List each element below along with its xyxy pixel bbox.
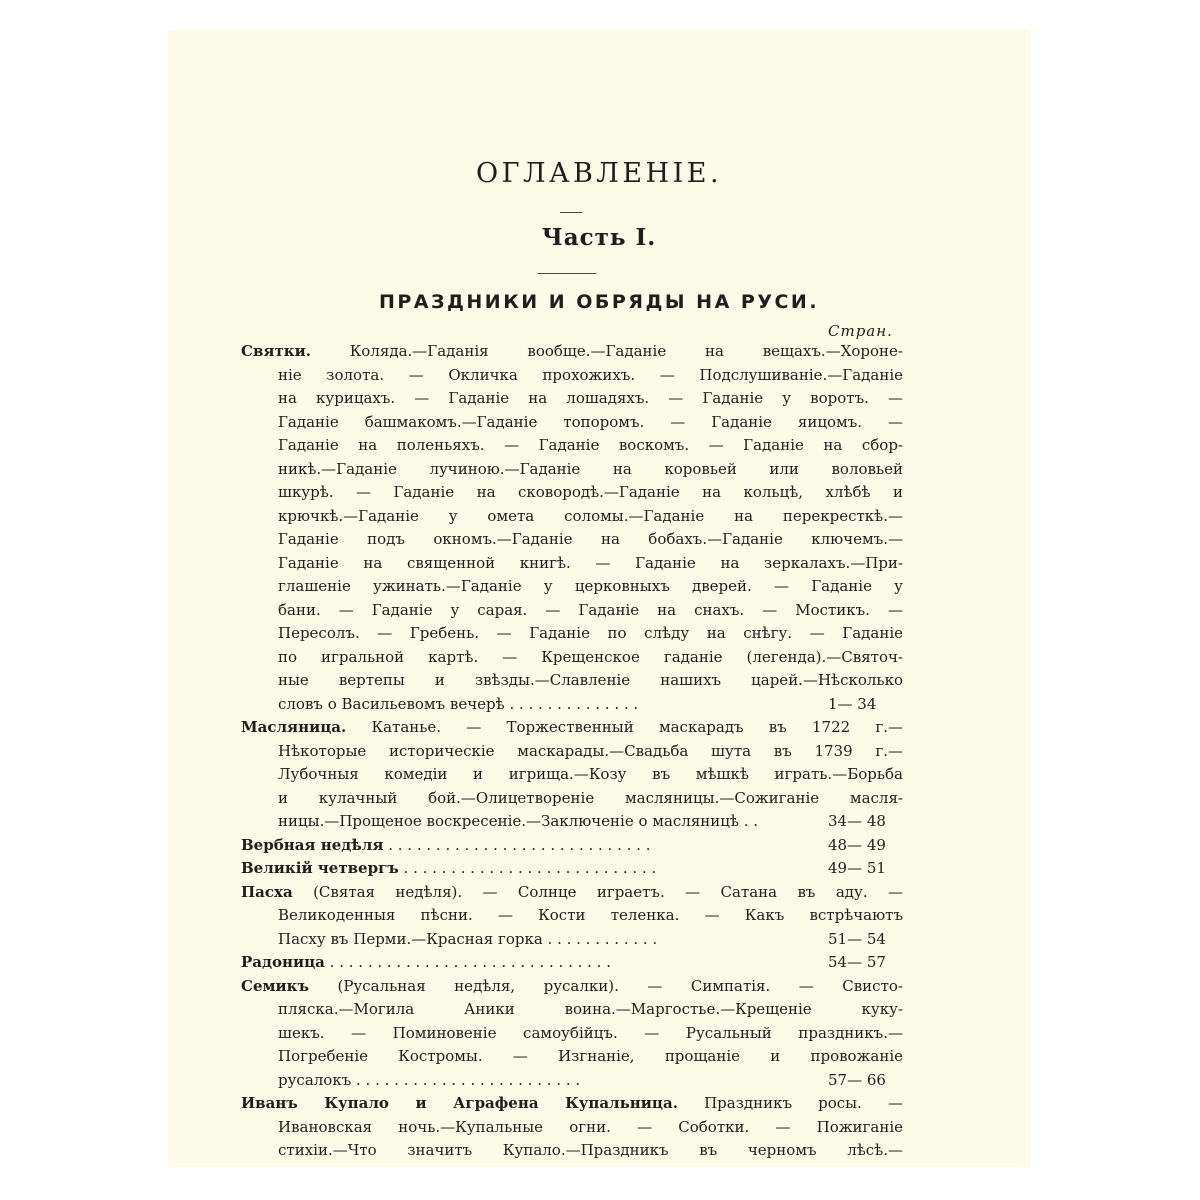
toc-entry-line: Гаданіе на священной книгѣ. — Гаданіе на зеркалахъ.—При- [278,554,903,572]
toc-entry-line: Ивановская ночь.—Купальные огни. — Соботки. — Пожиганіе [278,1118,903,1136]
toc-entry-line: Пасху въ Перми.—Красная горка . . . . . . . . . . . . [278,930,658,948]
toc-entry-line: словъ о Васильевомъ вечерѣ . . . . . . . . . . . . . . [278,695,639,713]
toc-entry-text: Катанье. — Торжественный маскарадъ въ 1722 г.— [371,718,903,736]
toc-entry-line [241,880,903,904]
toc-entry-line: Гаданіе башмакомъ.—Гаданіе топоромъ. — Гаданіе яицомъ. — [278,413,903,431]
part-divider [538,273,596,274]
toc-entry-heading: Семикъ [241,977,309,995]
toc-entry-heading: Масляница. [241,718,347,736]
toc-entry-line: Великоденныя пѣсни. — Кости теленка. — Какъ встрѣчаютъ [278,906,903,924]
toc-entry-line [241,856,903,880]
toc-entry-line: и кулачный бой.—Олицетвореніе масляницы.—Сожиганіе масля- [278,789,903,807]
toc-entry-line: шекъ. — Поминовеніе самоубійцъ. — Русальный праздникъ.— [278,1024,903,1042]
toc-entry-line: русалокъ . . . . . . . . . . . . . . . . . . . . . . . . [278,1071,581,1089]
toc-entry-line [241,974,903,998]
toc-entry-line: Пересолъ. — Гребень. — Гаданіе по слѣду на снѣгу. — Гаданіе [278,624,903,642]
title-divider [560,212,582,213]
toc-entry-line: ніе золота. — Окличка прохожихъ. — Подслушиваніе.—Гаданіе [278,366,903,384]
toc-entry-heading: Святки. [241,342,311,360]
toc-entry-line: никѣ.—Гаданіе лучиною.—Гаданіе на коровьей или воловьей [278,460,903,478]
toc-entry-heading: Пасха [241,883,293,901]
toc-entry-line: глашеніе ужинать.—Гаданіе у церковныхъ дверей. — Гаданіе у [278,577,903,595]
toc-page-range: 54— 57 [828,953,886,971]
toc-page-range: 48— 49 [828,836,886,854]
toc-leader-dots: . . . . . . . . . . . . . . . . . . . . . . . . . . . [398,859,657,877]
toc-entry-line: пляска.—Могила Аники воина.—Маргостье.—Крещеніе куку- [278,1000,903,1018]
toc-entry-heading: Радоница [241,953,325,971]
section-heading: ПРАЗДНИКИ И ОБРЯДЫ НА РУСИ. [378,291,820,313]
toc-entry-line: ные вертепы и звѣзды.—Славленіе нашихъ царей.—Нѣсколько [278,671,903,689]
toc-entry-line [241,715,903,739]
toc-entry-line [241,1091,903,1115]
toc-entry-line: шкурѣ. — Гаданіе на сковородѣ.—Гаданіе на кольцѣ, хлѣбѣ и [278,483,903,501]
toc-entry-line: крючкѣ.—Гаданіе у омета соломы.—Гаданіе на перекресткѣ.— [278,507,903,525]
book-page [168,30,1030,1167]
part-heading: Часть I. [541,224,657,251]
toc-entry-heading: Великій четвергъ [241,859,399,877]
toc-entry-line: стихіи.—Что значитъ Купало.—Праздникъ въ черномъ лѣсѣ.— [278,1141,903,1159]
toc-entry-line: Нѣкоторые историческіе маскарады.—Свадьба шута въ 1739 г.— [278,742,903,760]
toc-entry-line: Гаданіе на поленьяхъ. — Гаданіе воскомъ. — Гаданіе на сбор- [278,436,903,454]
toc-entry-line: бани. — Гаданіе у сарая. — Гаданіе на снахъ. — Мостикъ. — [278,601,903,619]
toc-page-range: 34— 48 [828,812,886,830]
toc-entry-text: Праздникъ росы. — [704,1094,903,1112]
toc-page-range: 57— 66 [828,1071,886,1089]
toc-entry-line: Гаданіе подъ окномъ.—Гаданіе на бобахъ.—Гаданіе ключемъ.— [278,530,903,548]
toc-entry-line [241,833,903,857]
toc-entry-line [241,339,903,363]
toc-entry-line: ницы.—Прощеное воскресеніе.—Заключеніе о масляницѣ . . [278,812,759,830]
toc-entry-text: (Русальная недѣля, русалки). — Симпатія. — Свисто- [337,977,903,995]
toc-entry-line: на курицахъ. — Гаданіе на лошадяхъ. — Гаданіе у воротъ. — [278,389,903,407]
toc-page-range: 51— 54 [828,930,886,948]
pages-column-label: Стран. [828,322,893,340]
toc-entry-heading: Вербная недѣля [241,836,384,854]
toc-entry-heading: Иванъ Купало и Аграфена Купальница. [241,1094,678,1112]
toc-entry-line: Лубочныя комедіи и игрища.—Козу въ мѣшкѣ играть.—Борьба [278,765,903,783]
toc-entry-line: Погребеніе Костромы. — Изгнаніе, прощаніе и провожаніе [278,1047,903,1065]
toc-entry-text: Коляда.—Гаданія вообще.—Гаданіе на вещахъ.—Хороне- [349,342,903,360]
toc-leader-dots: . . . . . . . . . . . . . . . . . . . . . . . . . . . . . . [324,953,611,971]
toc-page-range: 1— 34 [828,695,877,713]
toc-entry-text: (Святая недѣля). — Солнце играетъ. — Сатана въ аду. — [313,883,903,901]
toc-entry-line [241,950,903,974]
page-title: ОГЛАВЛЕНІЕ. [475,158,723,189]
toc-leader-dots: . . . . . . . . . . . . . . . . . . . . . . . . . . . . [383,836,651,854]
toc-entry-line: по игральной картѣ. — Крещенское гаданіе (легенда).—Святоч- [278,648,903,666]
toc-page-range: 49— 51 [828,859,886,877]
